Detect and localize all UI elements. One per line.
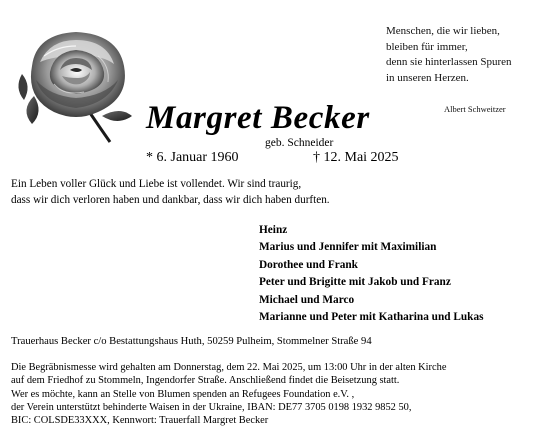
rose-picture: [14, 26, 138, 144]
maiden-name: geb. Schneider: [265, 137, 334, 149]
quote: [386, 24, 538, 86]
notice-line: der Verein unterstützt behinderte Waisen in der Ukraine, IBAN: DE77 3705 0198 1932 9852 50,: [11, 401, 412, 413]
notice-line: Wer es möchte, kann an Stelle von Blumen spenden an Refugees Foundation e.V. ,: [11, 388, 355, 400]
funeral-notice: [11, 361, 541, 427]
mourner: Michael und Marco: [259, 293, 355, 306]
birth-date: * 6. Januar 1960: [146, 150, 239, 165]
mourner: Marius und Jennifer mit Maximilian: [259, 241, 437, 254]
mourner: Marianne und Peter mit Katharina und Lukas: [259, 311, 484, 324]
intro-line: Ein Leben voller Glück und Liebe ist vollendet. Wir sind traurig,: [11, 178, 302, 190]
quote-line: Menschen, die wir lieben,: [386, 25, 500, 37]
mourner: Peter und Brigitte mit Jakob und Franz: [259, 276, 451, 289]
mourners-list: [259, 222, 544, 326]
death-date: † 12. Mai 2025: [313, 150, 399, 165]
notice-line: BIC: COLSDE33XXX, Kennwort: Trauerfall Margret Becker: [11, 415, 269, 427]
mourning-address: Trauerhaus Becker c/o Bestattungshaus Huth, 50259 Pulheim, Stommelner Straße 94: [11, 336, 372, 347]
deceased-name: Margret Becker: [146, 100, 370, 136]
rose-icon: [14, 26, 138, 144]
quote-line: bleiben für immer,: [386, 40, 468, 53]
intro-line: dass wir dich verloren haben und dankbar, dass wir dich haben durften.: [11, 193, 330, 206]
quote-author: Albert Schweitzer: [444, 104, 506, 114]
mourner: Heinz: [259, 224, 288, 236]
mourner: Dorothee und Frank: [259, 258, 358, 271]
notice-line: auf dem Friedhof zu Stommeln, Ingendorfer Straße. Anschließend findet die Beisetzung statt.: [11, 375, 400, 387]
notice-line: Die Begräbnismesse wird gehalten am Donnerstag, dem 22. Mai 2025, um 13:00 Uhr in der alten Kirche: [11, 362, 447, 373]
quote-line: in unseren Herzen.: [386, 71, 469, 84]
intro-text: [11, 177, 531, 208]
quote-line: denn sie hinterlassen Spuren: [386, 56, 512, 68]
